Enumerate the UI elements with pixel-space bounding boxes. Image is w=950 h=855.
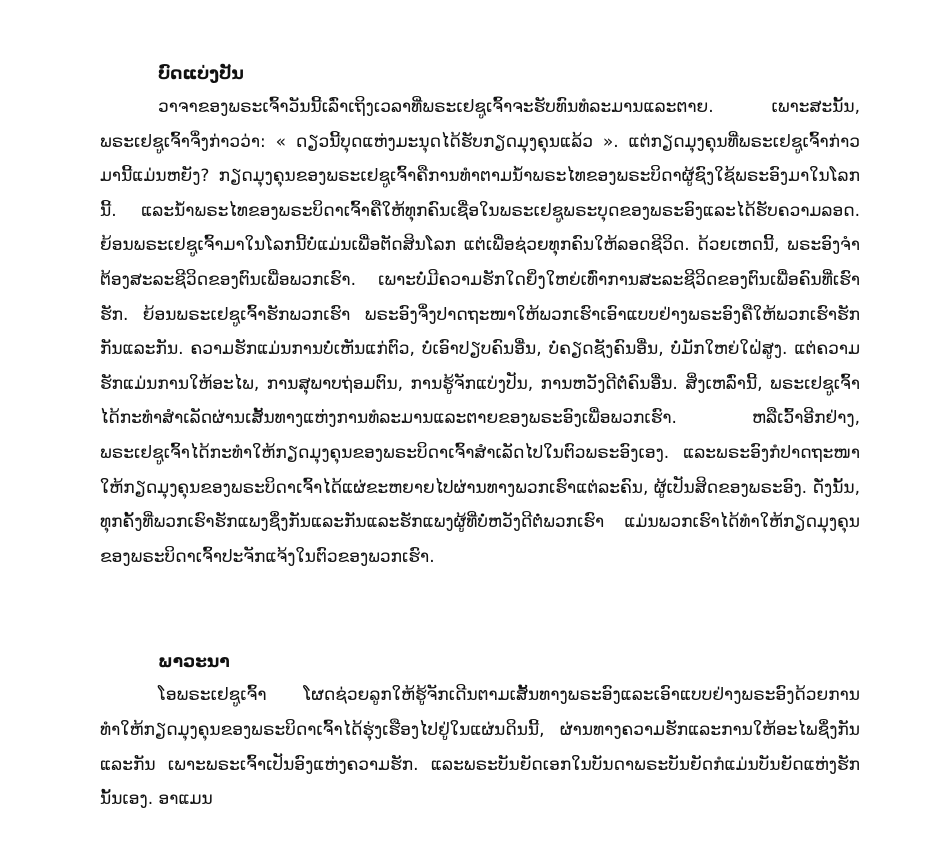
sharing-paragraph — [100, 90, 860, 574]
sharing-paragraph-text: ວາຈາຂອງພຣະເຈົ້າວັນນີ້ເລົ່າເຖິງເວລາທີ່ພຣະເຢຊູເຈົ້າຈະຮັບທົນທໍລະມານແລະຕາຍ. ເພາະສະນັ້ນ, ພຣະເຢຊູເຈົ້າຈຶ່ງກ່າວວ່າ: « ດຽວນີ້ບຸດແຫ່ງມະນຸດໄດ້ຮັບກຽດມຸງຄຸນແລ້ວ ». ແຕ່ກຽດມຸງຄຸນທີ່ພຣະເຢຊູເຈົ້າກ່າວມານີ້ແມ່ນຫຍັງ? ກຽດມຸງຄຸນຂອງພຣະເຢຊູເຈົ້າຄືການທຳຕາມນ້ຳພຣະໄທຂອງພຣະບິດາຜູ້ຊົງໃຊ້ພຣະອົງມາໃນໂລກນີ້. ແລະນ້ຳພຣະໄທຂອງພຣະບິດາເຈົ້າຄືໃຫ້ທຸກຄົນເຊື່ອໃນພຣະເຢຊູພຣະບຸດຂອງພຣະອົງແລະໄດ້ຮັບຄວາມລອດ. ຍ້ອນພຣະເຢຊູເຈົ້າມາໃນໂລກນີ້ບໍ່ແມ່ນເພື່ອຕັດສິນໂລກ ແຕ່ເພື່ອຊ່ວຍທຸກຄົນໃຫ້ລອດຊີວິດ. ດ້ວຍເຫດນີ້, ພຣະອົງຈຳຕ້ອງສະລະຊີວິດຂອງຕົນເພື່ອພວກເຮົາ. ເພາະບໍ່ມີຄວາມຮັກໃດຍິ່ງໃຫຍ່ເທົ່າການສະລະຊີວິດຂອງຕົນເພື່ອຄົນທີ່ເຮົາຮັກ. ຍ້ອນພຣະເຢຊູເຈົ້າຮັກພວກເຮົາ ພຣະອົງຈຶ່ງປາດຖະໜາໃຫ້ພວກເຮົາເອົາແບບຢ່າງພຣະອົງຄືໃຫ້ພວກເຮົາຮັກກັນແລະກັນ. ຄວາມຮັກແມ່ນການບໍ່ເຫັນແກ່ຕົວ, ບໍ່ເອົາປຽບຄົນອື່ນ, ບໍ່ຄຽດຊັງຄົນອື່ນ, ບໍ່ມັກໃຫຍ່ໃຝ່ສູງ. ແຕ່ຄວາມຮັກແມ່ນການໃຫ້ອະໄພ, ການສຸພາບຖ່ອມຕົນ, ການຮູ້ຈັກແບ່ງປັນ, ການຫວັງດີຕໍ່ຄົນອື່ນ. ສິ່ງເຫລົ່ານີ້, ພຣະເຢຊູເຈົ້າໄດ້ກະທຳສຳເລັດຜ່ານເສັ້ນທາງແຫ່ງການທໍລະມານແລະຕາຍຂອງພຣະອົງເພື່ອພວກເຮົາ. ຫລືເວົ້າອີກຢ່າງ, ພຣະເຢຊູເຈົ້າໄດ້ກະທຳໃຫ້ກຽດມຸງຄຸນຂອງພຣະບິດາເຈົ້າສຳເລັດໄປໃນຕົວພຣະອົງເອງ. ແລະພຣະອົງກໍປາດຖະໜາໃຫ້ກຽດມຸງຄຸນຂອງພຣະບິດາເຈົ້າໄດ້ແຜ່ຂະຫຍາຍໄປຜ່ານທາງພວກເຮົາແຕ່ລະຄົນ, ຜູ້ເປັນສິດຂອງພຣະອົງ. ດັ່ງນັ້ນ, ທຸກຄັ້ງທີ່ພວກເຮົາຮັກແພງຊຶ່ງກັນແລະກັນແລະຮັກແພງຜູ້ທີ່ບໍ່ຫວັງດີຕໍ່ພວກເຮົາ ແມ່ນພວກເຮົາໄດ້ທຳໃຫ້ກຽດມຸງຄຸນຂອງພຣະບິດາເຈົ້າປະຈັກແຈ້ງໃນຕົວຂອງພວກເຮົາ. — [100, 97, 860, 567]
document-page — [100, 58, 860, 817]
prayer-paragraph-text: ໂອພຣະເຢຊູເຈົ້າ ໂຜດຊ່ວຍລູກໃຫ້ຮູ້ຈັກເດີນຕາມເສັ້ນທາງພຣະອົງແລະເອົາແບບຢ່າງພຣະອົງດ້ວຍການທຳໃຫ້ກຽດມຸງຄຸນຂອງພຣະບິດາເຈົ້າໄດ້ຮຸ່ງເຮືອງໄປຢູ່ໃນແຜ່ນດິນນີ້, ຜ່ານທາງຄວາມຮັກແລະການໃຫ້ອະໄພຊຶ່ງກັນແລະກັນ ເພາະພຣະເຈົ້າເປັນອົງແຫ່ງຄວາມຮັກ. ແລະພຣະບັນຍັດເອກໃນບັນດາພຣະບັນຍັດກໍແມ່ນບັນຍັດແຫ່ງຮັກນັ້ນເອງ. ອາແມນ — [100, 685, 860, 810]
prayer-paragraph — [100, 678, 860, 816]
section-title-sharing: ບົດແບ່ງປັນ — [158, 64, 244, 84]
section-title-prayer: ພາວະນາ — [158, 652, 230, 673]
section-spacer — [100, 574, 860, 646]
